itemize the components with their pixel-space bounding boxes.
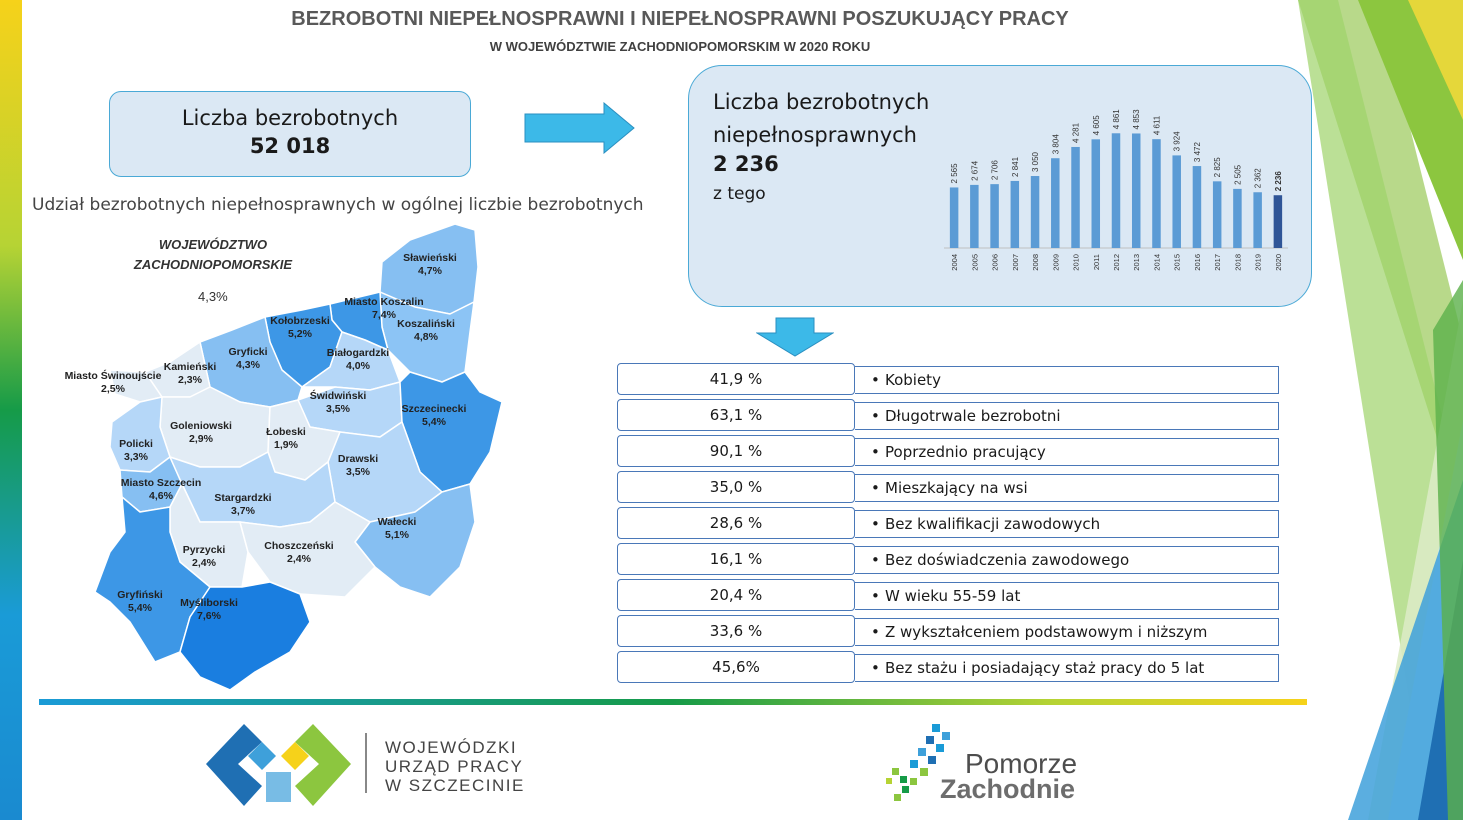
disabled-unemployed-note: z tego bbox=[713, 184, 766, 204]
bar-value-label: 3 804 bbox=[1051, 134, 1061, 155]
table-row bbox=[617, 398, 1279, 434]
total-unemployed-label: Liczba bezrobotnych bbox=[181, 106, 399, 130]
bar bbox=[1071, 147, 1079, 248]
table-row bbox=[617, 614, 1279, 650]
map-region-label: Łobeski 1,9% bbox=[266, 426, 306, 451]
bar bbox=[1233, 189, 1241, 248]
map-region-label: Kamieński 2,3% bbox=[163, 361, 217, 386]
bar-value-label: 3 050 bbox=[1031, 151, 1041, 173]
x-tick-label: 2019 bbox=[1253, 254, 1263, 271]
arrow-down-icon bbox=[756, 317, 834, 357]
bar bbox=[1172, 155, 1180, 248]
stat-percent: 33,6 % bbox=[617, 615, 855, 647]
x-tick-label: 2017 bbox=[1213, 254, 1223, 271]
map-region-label: Miasto Koszalin 7,4% bbox=[344, 296, 424, 321]
arrow-right-icon bbox=[524, 102, 636, 154]
table-row bbox=[617, 578, 1279, 614]
stat-percent: 20,4 % bbox=[617, 579, 855, 611]
bar-value-label: 4 281 bbox=[1071, 122, 1081, 143]
bar-value-label: 2 362 bbox=[1253, 168, 1263, 189]
bar bbox=[1031, 176, 1039, 248]
map-region-label: Gryficki 4,3% bbox=[228, 346, 268, 371]
pomorze-text: Pomorze bbox=[965, 748, 1078, 779]
wup-separator bbox=[365, 733, 367, 793]
stat-label: • Bez doświadczenia zawodowego bbox=[855, 546, 1279, 574]
map-region-label: Białogardzki 4,0% bbox=[326, 347, 390, 372]
table-row bbox=[617, 434, 1279, 470]
bar-value-label: 4 853 bbox=[1132, 109, 1142, 130]
map-region-label: Kołobrzeski 5,2% bbox=[270, 315, 330, 340]
bar-value-label: 2 505 bbox=[1233, 164, 1243, 185]
map-region-label: Pyrzycki 2,4% bbox=[182, 544, 226, 569]
total-unemployed-value: 52 018 bbox=[249, 134, 331, 158]
map-region-label: Drawski 3,5% bbox=[337, 453, 379, 478]
page-title: BEZROBOTNI NIEPEŁNOSPRAWNI I NIEPEŁNOSPRAWNI POSZUKUJĄCY PRACY bbox=[291, 8, 1069, 30]
bar bbox=[970, 185, 978, 248]
stat-percent: 28,6 % bbox=[617, 507, 855, 539]
share-title: Udział bezrobotnych niepełnosprawnych w ogólnej liczbie bezrobotnych bbox=[32, 195, 644, 215]
stat-percent: 63,1 % bbox=[617, 399, 855, 431]
x-tick-label: 2012 bbox=[1112, 254, 1121, 271]
disabled-unemployed-value: 2 236 bbox=[713, 152, 779, 176]
bar-value-label: 2 674 bbox=[970, 160, 980, 181]
table-row bbox=[617, 650, 1279, 686]
x-tick-label: 2014 bbox=[1152, 254, 1162, 271]
x-tick-label: 2013 bbox=[1132, 254, 1142, 271]
stat-percent: 90,1 % bbox=[617, 435, 855, 467]
right-decoration bbox=[1298, 0, 1463, 820]
stat-label: • W wieku 55-59 lat bbox=[855, 582, 1279, 610]
bar-value-label: 4 605 bbox=[1091, 115, 1101, 136]
footer-divider bbox=[39, 699, 1307, 705]
table-row bbox=[617, 506, 1279, 542]
stat-label: • Długotrwale bezrobotni bbox=[855, 402, 1279, 430]
bar-value-label: 4 611 bbox=[1152, 115, 1162, 136]
wup-logo-text: WOJEWÓDZKI URZĄD PRACY W SZCZECINIE bbox=[385, 738, 525, 795]
bar-value-label: 2 565 bbox=[950, 163, 960, 184]
x-tick-label: 2016 bbox=[1192, 254, 1202, 271]
bar bbox=[1051, 158, 1059, 248]
map-region-label: Miasto Świnoujście 2,5% bbox=[64, 370, 162, 395]
stat-label: • Kobiety bbox=[855, 366, 1279, 394]
map-region-label: Wałecki 5,1% bbox=[377, 516, 417, 541]
stat-percent: 41,9 % bbox=[617, 363, 855, 395]
x-tick-label: 2007 bbox=[1010, 254, 1020, 271]
page-subtitle: W WOJEWÓDZTWIE ZACHODNIOPOMORSKIM W 2020 ROKU bbox=[489, 39, 871, 54]
map-region-label: Miasto Szczecin 4,6% bbox=[120, 477, 202, 502]
x-tick-label: 2010 bbox=[1071, 254, 1081, 271]
map-region-label: Gryfiński 5,4% bbox=[117, 589, 163, 614]
bar-value-label: 2 236 bbox=[1273, 171, 1283, 192]
yearly-bar-chart bbox=[938, 90, 1294, 280]
bar bbox=[1213, 181, 1221, 248]
map-region-total: 4,3% bbox=[198, 289, 228, 304]
stat-label: • Mieszkający na wsi bbox=[855, 474, 1279, 502]
disabled-unemployed-label: Liczba bezrobotnych niepełnosprawnych bbox=[713, 90, 930, 147]
bar bbox=[950, 187, 958, 248]
x-tick-label: 2008 bbox=[1031, 254, 1041, 271]
wup-logo-icon bbox=[206, 722, 351, 808]
stat-percent: 16,1 % bbox=[617, 543, 855, 575]
map-region-label: Koszaliński 4,8% bbox=[397, 318, 455, 343]
bar bbox=[990, 184, 998, 248]
bar bbox=[1132, 133, 1140, 248]
stat-label: • Z wykształceniem podstawowym i niższym bbox=[855, 618, 1279, 646]
map-region-label: Goleniowski 2,9% bbox=[170, 420, 232, 445]
map-region-label: Świdwiński 3,5% bbox=[309, 390, 367, 415]
x-tick-label: 2015 bbox=[1172, 253, 1182, 271]
bar bbox=[1274, 195, 1282, 248]
x-tick-label: 2005 bbox=[970, 254, 980, 271]
stats-table bbox=[617, 362, 1279, 686]
x-tick-label: 2004 bbox=[950, 254, 960, 271]
bar-value-label: 2 841 bbox=[1010, 156, 1020, 177]
bar-value-label: 3 472 bbox=[1192, 142, 1202, 163]
map-region-label: Myśliborski 7,6% bbox=[180, 597, 238, 622]
table-row bbox=[617, 470, 1279, 506]
bar bbox=[1193, 166, 1201, 248]
map-region-label: Sławieński 4,7% bbox=[403, 252, 457, 277]
bar bbox=[1011, 181, 1019, 248]
x-tick-label: 2011 bbox=[1091, 254, 1101, 271]
left-color-stripe bbox=[0, 0, 22, 820]
stat-percent: 45,6% bbox=[617, 651, 855, 683]
table-row bbox=[617, 362, 1279, 398]
bar-value-label: 4 861 bbox=[1112, 109, 1121, 130]
bar-value-label: 2 706 bbox=[990, 160, 1000, 181]
bar bbox=[1253, 192, 1261, 248]
stat-label: • Bez stażu i posiadający staż pracy do 5 lat bbox=[855, 654, 1279, 682]
stat-percent: 35,0 % bbox=[617, 471, 855, 503]
map-region-label: WOJEWÓDZTWO ZACHODNIOPOMORSKIE bbox=[133, 237, 293, 272]
bar bbox=[1112, 133, 1120, 248]
map-region-label: Szczecinecki 5,4% bbox=[401, 403, 467, 428]
table-row bbox=[617, 542, 1279, 578]
stat-label: • Bez kwalifikacji zawodowych bbox=[855, 510, 1279, 538]
zachodnie-text: Zachodnie bbox=[940, 774, 1076, 804]
bar bbox=[1152, 139, 1160, 248]
bar bbox=[1092, 139, 1100, 248]
bar-value-label: 2 825 bbox=[1213, 157, 1223, 178]
x-tick-label: 2006 bbox=[990, 254, 1000, 271]
map-region-label: Choszczeński 2,4% bbox=[264, 540, 334, 565]
x-tick-label: 2020 bbox=[1273, 254, 1283, 271]
total-unemployed-box bbox=[109, 91, 471, 177]
stat-label: • Poprzednio pracujący bbox=[855, 438, 1279, 466]
x-tick-label: 2009 bbox=[1051, 254, 1061, 271]
map-region-label: Stargardzki 3,7% bbox=[214, 492, 272, 517]
map-region-label: Policki 3,3% bbox=[119, 438, 153, 463]
x-tick-label: 2018 bbox=[1233, 254, 1243, 271]
bar-value-label: 3 924 bbox=[1172, 131, 1182, 152]
